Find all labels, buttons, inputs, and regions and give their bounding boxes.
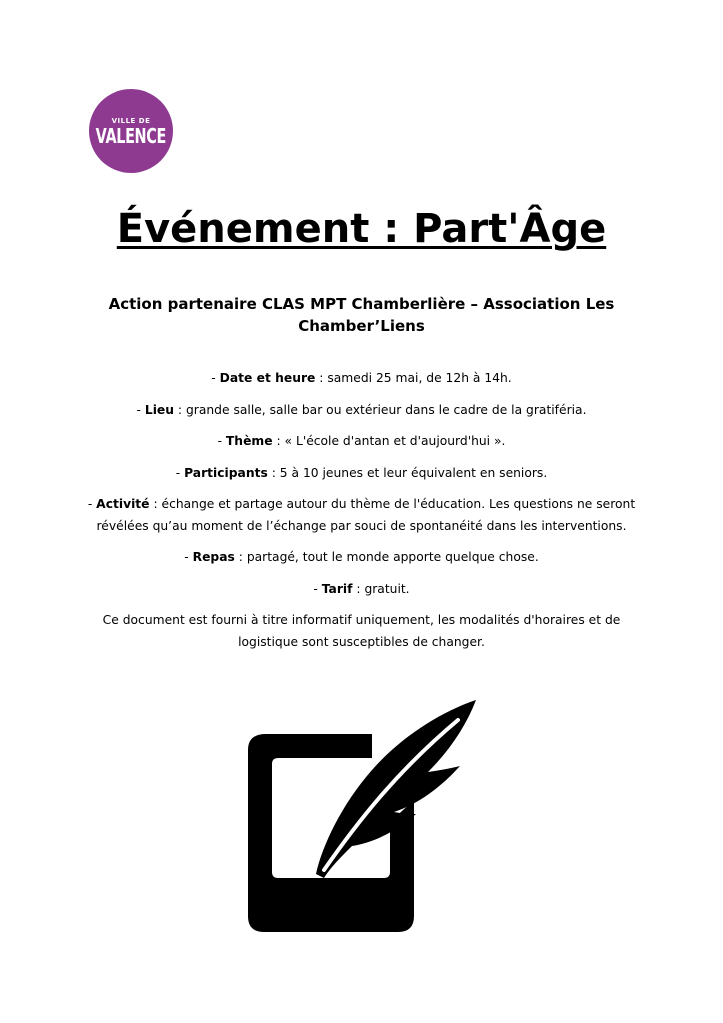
detail-activity: - Activité : échange et partage autour du thème de l'éducation. Les questions ne seront révélées qu’au moment de l’échange par souci de spontanéité dans les interventions. [87, 497, 636, 533]
detail-value: samedi 25 mai, de 12h à 14h. [327, 371, 512, 385]
detail-price: - Tarif : gratuit. [313, 581, 410, 596]
detail-label: Repas [192, 550, 235, 564]
detail-label: Activité [96, 497, 150, 511]
detail-value: « L'école d'antan et d'aujourd'hui ». [284, 434, 506, 448]
ville-de-valence-logo [89, 89, 173, 173]
detail-value: grande salle, salle bar ou extérieur dans le cadre de la gratiféria. [185, 402, 587, 417]
disclaimer: Ce document est fourni à titre informatif uniquement, les modalités d'horaires et de logistique sont susceptibles de changer. [102, 613, 621, 649]
detail-location: - Lieu : grande salle, salle bar ou extérieur dans le cadre de la gratiféria. [136, 402, 587, 417]
detail-value: échange et partage autour du thème de l'éducation. Les questions ne seront révélées qu’au moment de l’échange par souci de spontanéité dans les interventions. [96, 497, 636, 533]
event-details [80, 368, 643, 663]
logo-line-2: VALENCE [95, 124, 167, 148]
detail-value: partagé, tout le monde apporte quelque chose. [246, 550, 539, 564]
detail-value: 5 à 10 jeunes et leur équivalent en seniors. [279, 465, 548, 480]
detail-label: Tarif [321, 581, 353, 596]
detail-theme: - Thème : « L'école d'antan et d'aujourd'hui ». [217, 434, 506, 448]
detail-label: Participants [184, 465, 268, 480]
tablet-feather-icon [244, 696, 480, 936]
detail-meal: - Repas : partagé, tout le monde apporte quelque chose. [184, 550, 539, 564]
detail-participants: - Participants : 5 à 10 jeunes et leur équivalent en seniors. [175, 465, 548, 480]
page-title: Événement : Part'Âge [116, 206, 607, 252]
detail-value: gratuit. [364, 581, 410, 596]
logo-line-1: VILLE DE [111, 117, 151, 125]
detail-label: Lieu [144, 402, 175, 417]
page-subtitle: Action partenaire CLAS MPT Chamberlière – Association Les Chamber’Liens [108, 295, 615, 335]
detail-label: Thème [225, 434, 273, 448]
detail-date: - Date et heure : samedi 25 mai, de 12h à 14h. [211, 371, 512, 385]
detail-label: Date et heure [219, 371, 316, 385]
